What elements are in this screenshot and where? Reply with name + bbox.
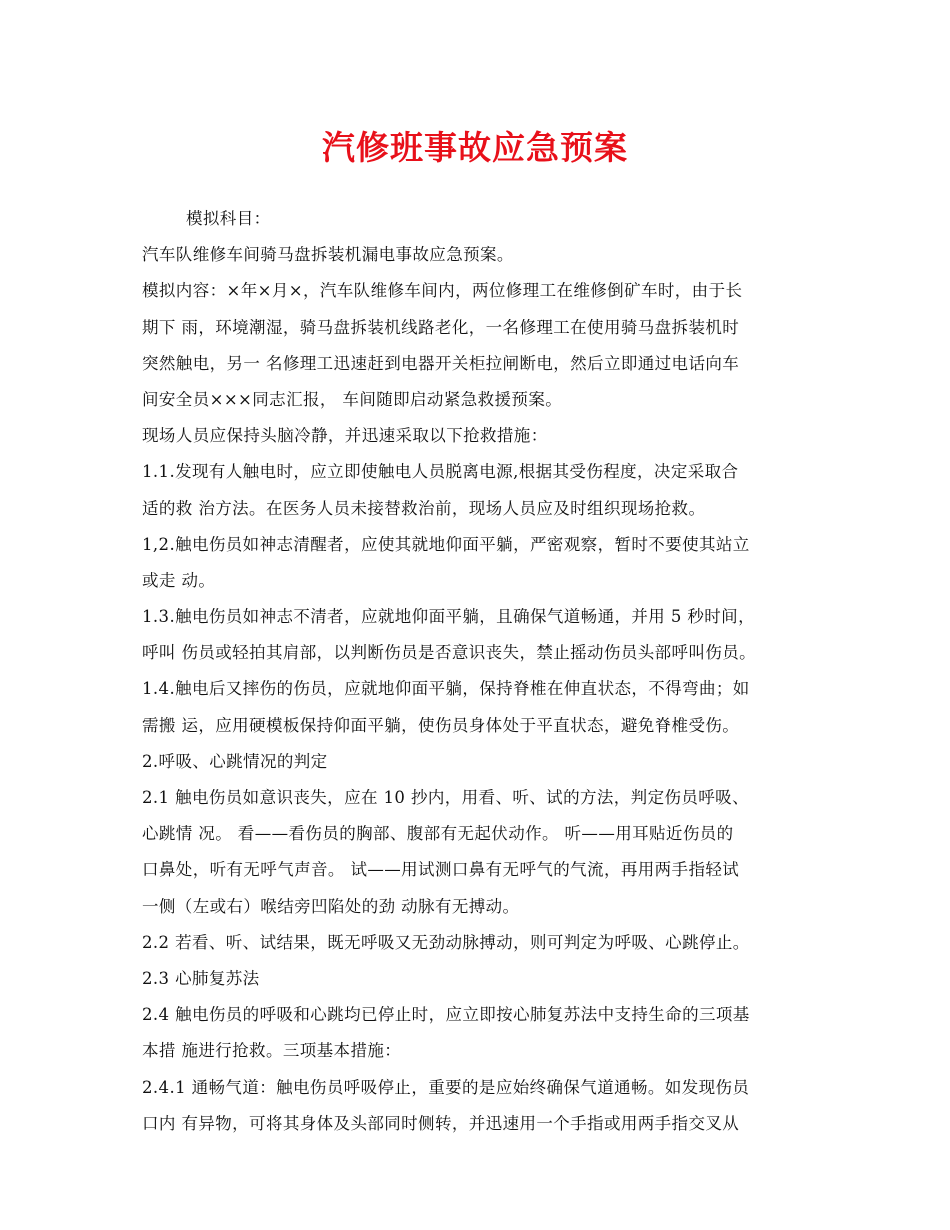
text-line: 2.3 心肺复苏法	[142, 968, 260, 988]
text-line: 2.呼吸、心跳情况的判定	[142, 751, 328, 771]
text-line: 模拟科目：	[186, 209, 271, 228]
text-line: 心跳情 况。 看——看伤员的胸部、腹部有无起伏动作。 听——用耳贴近伤员的	[142, 824, 734, 844]
text-line: 口内 有异物，可将其身体及头部同时侧转，并迅速用一个手指或用两手指交叉从	[142, 1113, 740, 1133]
text-line: 2.4 触电伤员的呼吸和心跳均已停止时，应立即按心肺复苏法中支持生命的三项基	[142, 1005, 750, 1025]
text-line: 突然触电，另一 名修理工迅速赶到电器开关柜拉闸断电，然后立即通过电话向车	[142, 353, 740, 373]
text-line: 本措 施进行抢救。三项基本措施：	[142, 1041, 402, 1061]
text-line: 1,2.触电伤员如神志清醒者，应使其就地仰面平躺，严密观察，暂时不要使其站立	[142, 534, 750, 554]
text-line: 1.3.触电伤员如神志不清者，应就地仰面平躺，且确保气道畅通，并用 5 秒时间，	[142, 607, 755, 627]
text-line: 一侧（左或右）喉结旁凹陷处的劲 动脉有无搏动。	[142, 896, 520, 916]
text-line: 或走 动。	[142, 570, 216, 590]
text-line: 1.1.发现有人触电时，应立即使触电人员脱离电源,根据其受伤程度，决定采取合	[142, 462, 739, 482]
text-line: 汽车队维修车间骑马盘拆装机漏电事故应急预案。	[142, 245, 514, 265]
text-line: 1.4.触电后又摔伤的伤员，应就地仰面平躺，保持脊椎在伸直状态，不得弯曲；如	[142, 679, 750, 699]
page-title: 汽修班事故应急预案	[322, 128, 628, 167]
text-line: 间安全员×××同志汇报， 车间随即启动紧急救援预案。	[142, 389, 563, 409]
text-line: 2.1 触电伤员如意识丧失，应在 10 抄内，用看、听、试的方法，判定伤员呼吸、	[142, 788, 749, 807]
text-line: 呼叫 伤员或轻拍其肩部，以判断伤员是否意识丧失，禁止摇动伤员头部呼叫伤员。	[142, 643, 757, 663]
text-line: 口鼻处，听有无呼气声音。 试——用试测口鼻有无呼气的气流，再用两手指轻试	[142, 860, 740, 880]
text-line: 2.2 若看、听、试结果，既无呼吸又无劲动脉搏动，则可判定为呼吸、心跳停止。	[142, 932, 750, 952]
text-line: 模拟内容：×年×月×，汽车队维修车间内，两位修理工在维修倒矿车时，由于长	[142, 281, 743, 301]
text-line: 期下 雨，环境潮湿，骑马盘拆装机线路老化，一名修理工在使用骑马盘拆装机时	[142, 317, 740, 337]
text-line: 2.4.1 通畅气道：触电伤员呼吸停止，重要的是应始终确保气道通畅。如发现伤员	[142, 1077, 750, 1097]
document-body	[142, 201, 814, 1142]
text-line: 需搬 运，应用硬模板保持仰面平躺，使伤员身体处于平直状态，避免脊椎受伤。	[142, 715, 740, 735]
text-line: 适的救 治方法。在医务人员未接替救治前，现场人员应及时组织现场抢救。	[142, 498, 706, 518]
text-line: 现场人员应保持头脑冷静，并迅速采取以下抢救措施：	[142, 426, 548, 446]
